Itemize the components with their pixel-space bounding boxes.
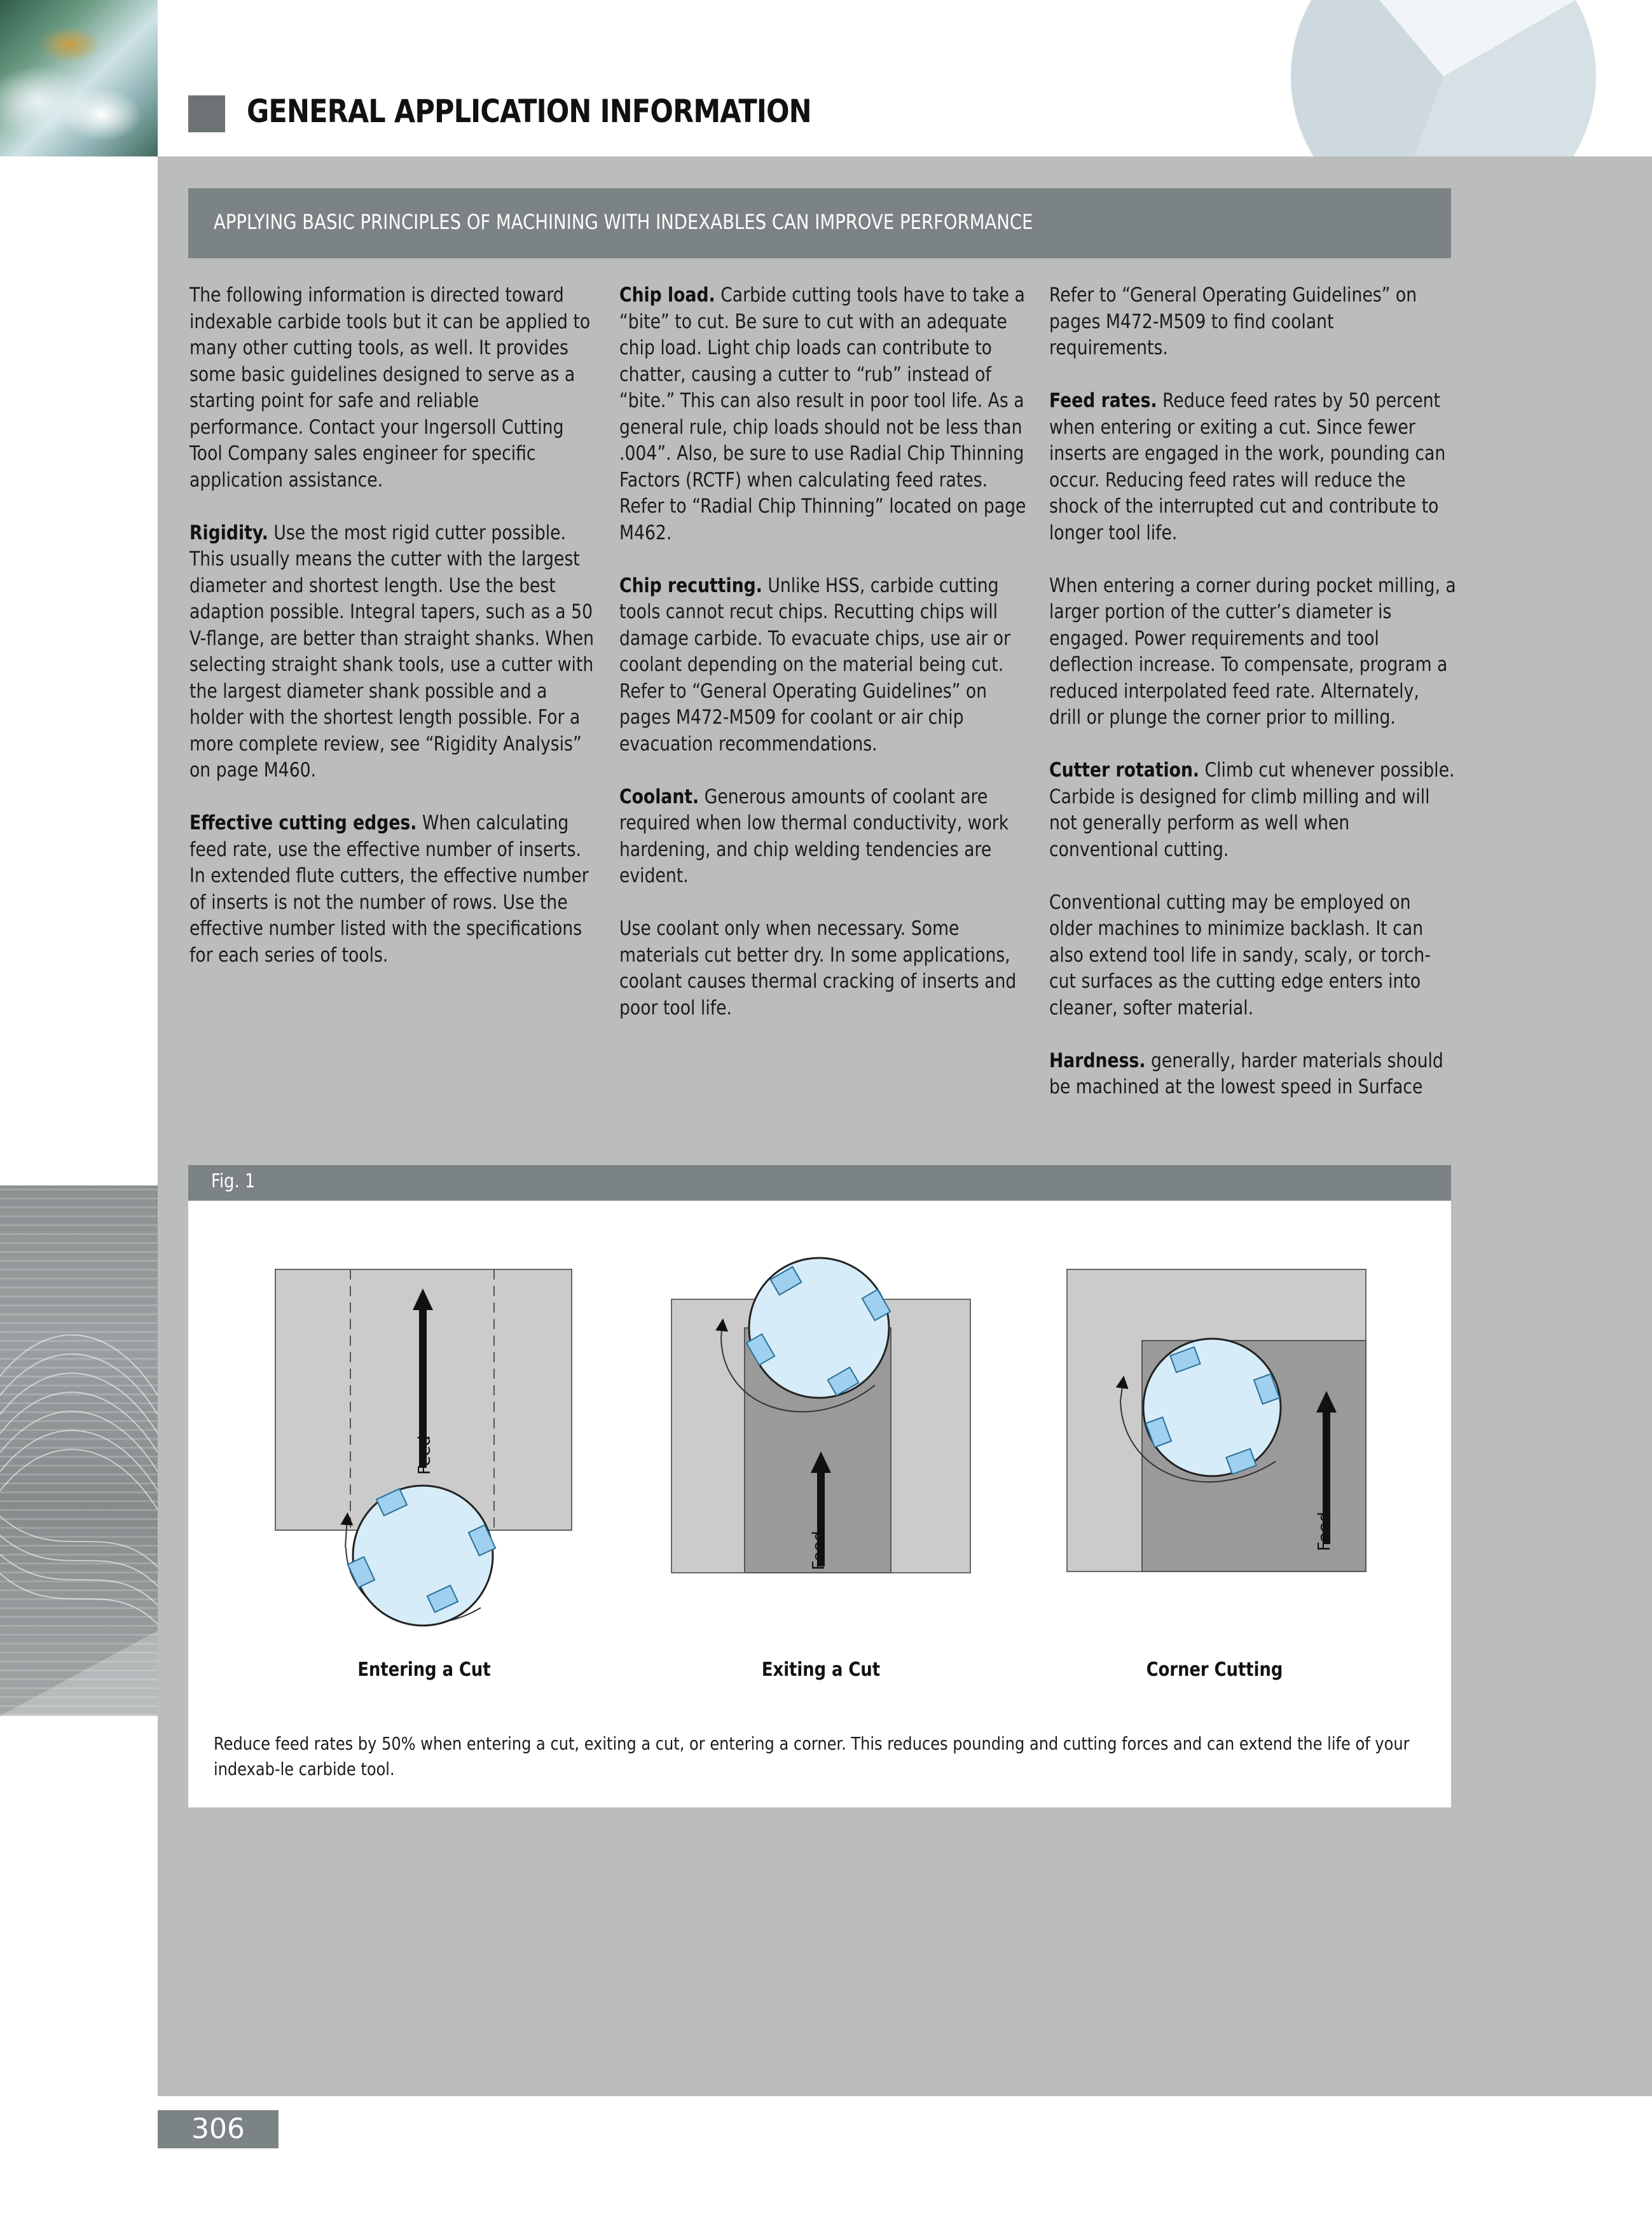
caption-corner-cutting: Corner Cutting <box>1146 1659 1283 1681</box>
feed-label-2: Feed <box>809 1530 829 1571</box>
hardness-heading: Hardness. <box>1049 1049 1146 1072</box>
figure-header <box>188 1165 1451 1201</box>
caption-entering-cut: Entering a Cut <box>357 1659 491 1681</box>
feed-label-1: Feed <box>415 1435 434 1475</box>
title-marker <box>188 95 225 132</box>
figure-diagrams <box>188 1201 1451 1646</box>
coolant-paragraph <box>619 784 1026 890</box>
text-column-1 <box>189 282 596 995</box>
edges-paragraph <box>189 810 596 969</box>
corner-paragraph: When entering a corner during pocket milling, a larger portion of the cutter’s diameter is engaged. Power requirements and tool deflection increase. To compensate, program a reduced interpolated feed rate. Alternately, drill or plunge the corner prior to milling. <box>1049 574 1456 729</box>
coolant-text: Generous amounts of coolant are required when low thermal conductivity, work hardening, and chip welding tendencies are evident. <box>619 785 1009 887</box>
text-column-2 <box>619 282 1026 1048</box>
conventional-paragraph: Conventional cutting may be employed on older machines to minimize backlash. It can also extend tool life in sandy, scaly, or torch-cut surfaces as the cutting edge enters into cleaner, softer material. <box>1049 890 1431 1019</box>
figure-note <box>214 1731 1428 1782</box>
rotation-paragraph <box>1049 757 1456 863</box>
diagram-entering-cut <box>275 1269 572 1626</box>
hardness-text: generally, harder materials should be machined at the lowest speed in Surface <box>1049 1049 1443 1098</box>
chipload-heading: Chip load. <box>619 284 715 307</box>
rotation-text: Climb cut whenever possible. Carbide is designed for climb milling and will not generally perform as well when conventional cutting. <box>1049 759 1455 861</box>
page-number: 306 <box>191 2113 245 2145</box>
diagram-corner-cutting <box>1067 1269 1366 1571</box>
figure-note-text: Reduce feed rates by 50% when entering a cut, exiting a cut, or entering a corner. This reduces pounding and cutting forces and can extend the life of your indexab-le carbide tool. <box>214 1733 1410 1779</box>
page-title: GENERAL APPLICATION INFORMATION <box>247 93 811 130</box>
edges-heading: Effective cutting edges. <box>189 812 417 834</box>
caption-exiting-cut: Exiting a Cut <box>761 1659 881 1681</box>
feed-text: Reduce feed rates by 50 percent when entering or exiting a cut. Since fewer inserts are engaged in the work, pounding can occur. Reducing feed rates will reduce the shock of the interrupted cut and contribute to longer tool life. <box>1049 389 1446 544</box>
text-column-3 <box>1049 282 1456 1127</box>
subtitle: APPLYING BASIC PRINCIPLES OF MACHINING WITH INDEXABLES CAN IMPROVE PERFORMANCE <box>214 210 1033 234</box>
diagram-exiting-cut <box>671 1258 970 1573</box>
rotation-heading: Cutter rotation. <box>1049 759 1200 782</box>
feed-label-3: Feed <box>1315 1511 1334 1552</box>
recut-paragraph <box>619 573 1026 758</box>
chipload-text: Carbide cutting tools have to take a “bite” to cut. Be sure to cut with an adequate chip load. Light chip loads can contribute to chatter, causing a cutter to “rub” instead of “bite.” This can also result in poor tool life. As a general rule, chip loads should not be less than .004”. Also, be sure to use Radial Chip Thinning Factors (RCTF) when calculating feed rates. Refer to “Radial Chip Thinning” located on page M462. <box>619 284 1026 544</box>
feed-paragraph <box>1049 388 1456 546</box>
refer-paragraph: Refer to “General Operating Guidelines” on pages M472-M509 to find coolant requirements. <box>1049 284 1417 359</box>
header-photo <box>0 0 158 156</box>
coolant-heading: Coolant. <box>619 785 699 808</box>
coolant-paragraph-2: Use coolant only when necessary. Some materials cut better dry. In some applications, coolant causes thermal cracking of inserts and poor tool life. <box>619 917 1017 1019</box>
edges-text: When calculating feed rate, use the effective number of inserts. In extended flute cutters, the effective number of inserts is not the number of rows. Use the effective number listed with the specifications for each series of tools. <box>189 812 589 967</box>
rigidity-text: Use the most rigid cutter possible. This usually means the cutter with the largest diameter and shortest length. Use the best adaption possible. Integral tapers, such as a 50 V-flange, are better than straight shanks. When selecting straight shank tools, use a cutter with the largest diameter shank possible and a holder with the shortest length possible. For a more complete review, see “Rigidity Analysis” on page M460. <box>189 521 594 782</box>
figure-label: Fig. 1 <box>211 1170 256 1192</box>
chipload-paragraph <box>619 282 1026 546</box>
rigidity-heading: Rigidity. <box>189 521 268 544</box>
decorative-strip <box>0 1185 158 1716</box>
feed-heading: Feed rates. <box>1049 389 1157 412</box>
recut-text: Unlike HSS, carbide cutting tools cannot recut chips. Recutting chips will damage carbide. To evacuate chips, use air or coolant depending on the material being cut. Refer to “General Operating Guidelines” on pages M472-M509 for coolant or air chip evacuation recommendations. <box>619 574 1011 756</box>
rigidity-paragraph <box>189 520 596 784</box>
hardness-paragraph <box>1049 1048 1456 1101</box>
intro-paragraph: The following information is directed toward indexable carbide tools but it can be applied to many other cutting tools, as well. It provides some basic guidelines designed to serve as a starting point for safe and reliable performance. Contact your Ingersoll Cutting Tool Company sales engineer for specific application assistance. <box>189 284 591 492</box>
recut-heading: Chip recutting. <box>619 574 762 597</box>
